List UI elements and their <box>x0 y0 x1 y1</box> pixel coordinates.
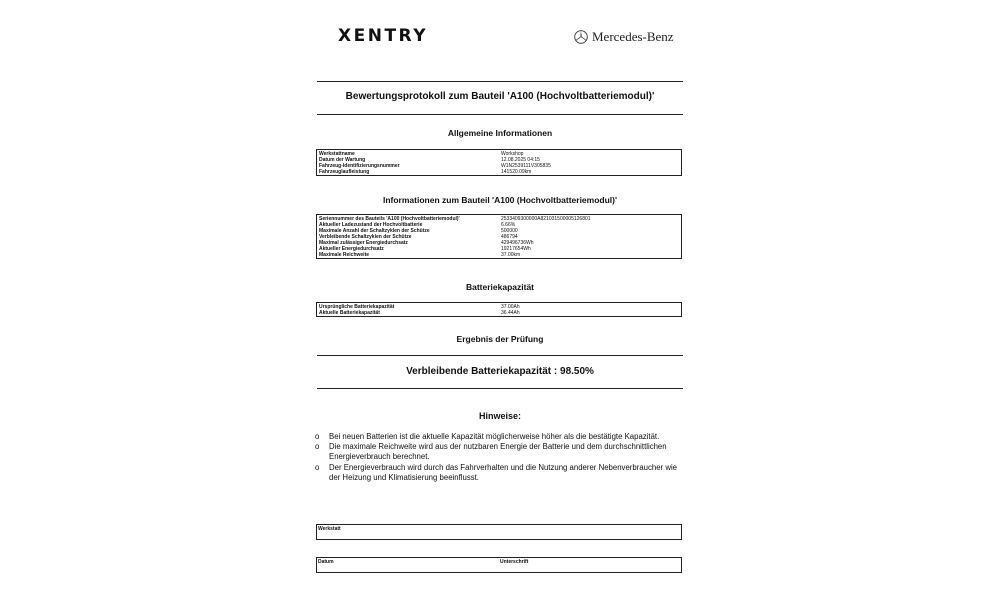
row-value: 6.66% <box>501 222 516 228</box>
list-item <box>315 442 690 462</box>
notes-heading: Hinweise: <box>478 411 521 421</box>
note-text: Bei neuen Batterien ist die aktuelle Kapazität möglicherweise höher als die bestätigte Kapazität. <box>329 432 660 441</box>
divider <box>317 388 683 389</box>
divider <box>317 81 683 82</box>
row-label: Datum der Wartung <box>319 157 366 163</box>
row-value: 36.44Ah <box>501 310 520 316</box>
row-value: 37.00km <box>501 252 521 258</box>
row-value: 2533409300000A821031500005126801 <box>501 216 591 222</box>
table-row <box>319 169 679 175</box>
component-info-heading: Informationen zum Bauteil 'A100 (Hochvoltbatteriemodul)' <box>382 195 618 205</box>
notes-list <box>315 432 690 483</box>
row-value: W1N2539111V305835 <box>501 163 551 169</box>
mercedes-benz-logo <box>574 29 674 45</box>
divider <box>317 355 683 356</box>
note-text: Die maximale Reichweite wird aus der nutzbaren Energie der Batterie und dem durchschnittlichen Energieverbrauch berechnet. <box>329 442 667 462</box>
row-label: Ursprüngliche Batteriekapazität <box>319 304 395 310</box>
list-item <box>315 432 690 442</box>
note-text: Der Energieverbrauch wird durch das Fahrverhalten und die Nutzung anderer Nebenverbraucher wie der Heizung und Klimatisierung beeinflusst. <box>329 462 678 482</box>
row-value: 12.08.2025 04:15 <box>501 157 540 163</box>
row-value: 19217654Wh <box>501 246 531 252</box>
row-value: 37.00Ah <box>501 304 520 310</box>
row-label: Werkstattname <box>319 151 355 157</box>
row-label: Aktueller Energiedurchsatz <box>319 246 384 252</box>
row-value: 500000 <box>501 228 518 234</box>
battery-capacity-table <box>316 302 682 317</box>
general-info-table <box>316 149 682 176</box>
row-value: 141520.09km <box>501 169 532 175</box>
werkstatt-label: Werkstatt <box>318 526 341 532</box>
bullet-icon: o <box>315 432 320 441</box>
mercedes-star-icon <box>574 30 588 44</box>
bullet-icon: o <box>315 462 320 472</box>
report-title: Bewertungsprotokoll zum Bauteil 'A100 (Hochvoltbatteriemodul)' <box>345 91 655 102</box>
row-label: Fahrzeuglaufleistung <box>319 169 370 175</box>
brand-name: Mercedes-Benz <box>592 29 674 44</box>
report-page <box>290 0 710 600</box>
row-label: Seriennummer des Bauteils 'A100 (Hochvoltbatteriemodul)' <box>319 216 460 222</box>
general-info-heading: Allgemeine Informationen <box>447 128 553 138</box>
row-label: Fahrzeug-Identifizierungsnummer <box>319 163 400 169</box>
table-row <box>319 310 679 316</box>
divider <box>317 114 683 115</box>
list-item <box>315 463 690 483</box>
remaining-capacity-result: Verbleibende Batteriekapazität : 98.50% <box>406 366 594 377</box>
row-label: Aktuelle Batteriekapazität <box>319 310 380 316</box>
xentry-logo: XENTRY <box>338 26 429 46</box>
row-label: Maximal zulässiger Energiedurchsatz <box>319 240 408 246</box>
row-value: Workshop <box>501 151 524 157</box>
date-signature-box <box>316 557 682 573</box>
row-value: 486794 <box>501 234 518 240</box>
row-value: 429496736Wh <box>501 240 534 246</box>
row-label: Maximale Reichweite <box>319 252 370 258</box>
component-info-table <box>316 214 682 259</box>
battery-capacity-heading: Batteriekapazität <box>465 282 535 292</box>
workshop-signature-box <box>316 524 682 540</box>
row-label: Maximale Anzahl der Schaltzyklen der Schütze <box>319 228 430 234</box>
bullet-icon: o <box>315 442 320 452</box>
signature-label: Unterschrift <box>500 559 529 565</box>
row-label: Aktueller Ladezustand der Hochvoltbatterie <box>319 222 423 228</box>
table-row <box>319 252 679 258</box>
row-label: Verbleibende Schaltzyklen der Schütze <box>319 234 412 240</box>
test-result-heading: Ergebnis der Prüfung <box>456 334 544 344</box>
date-label: Datum <box>318 559 334 565</box>
